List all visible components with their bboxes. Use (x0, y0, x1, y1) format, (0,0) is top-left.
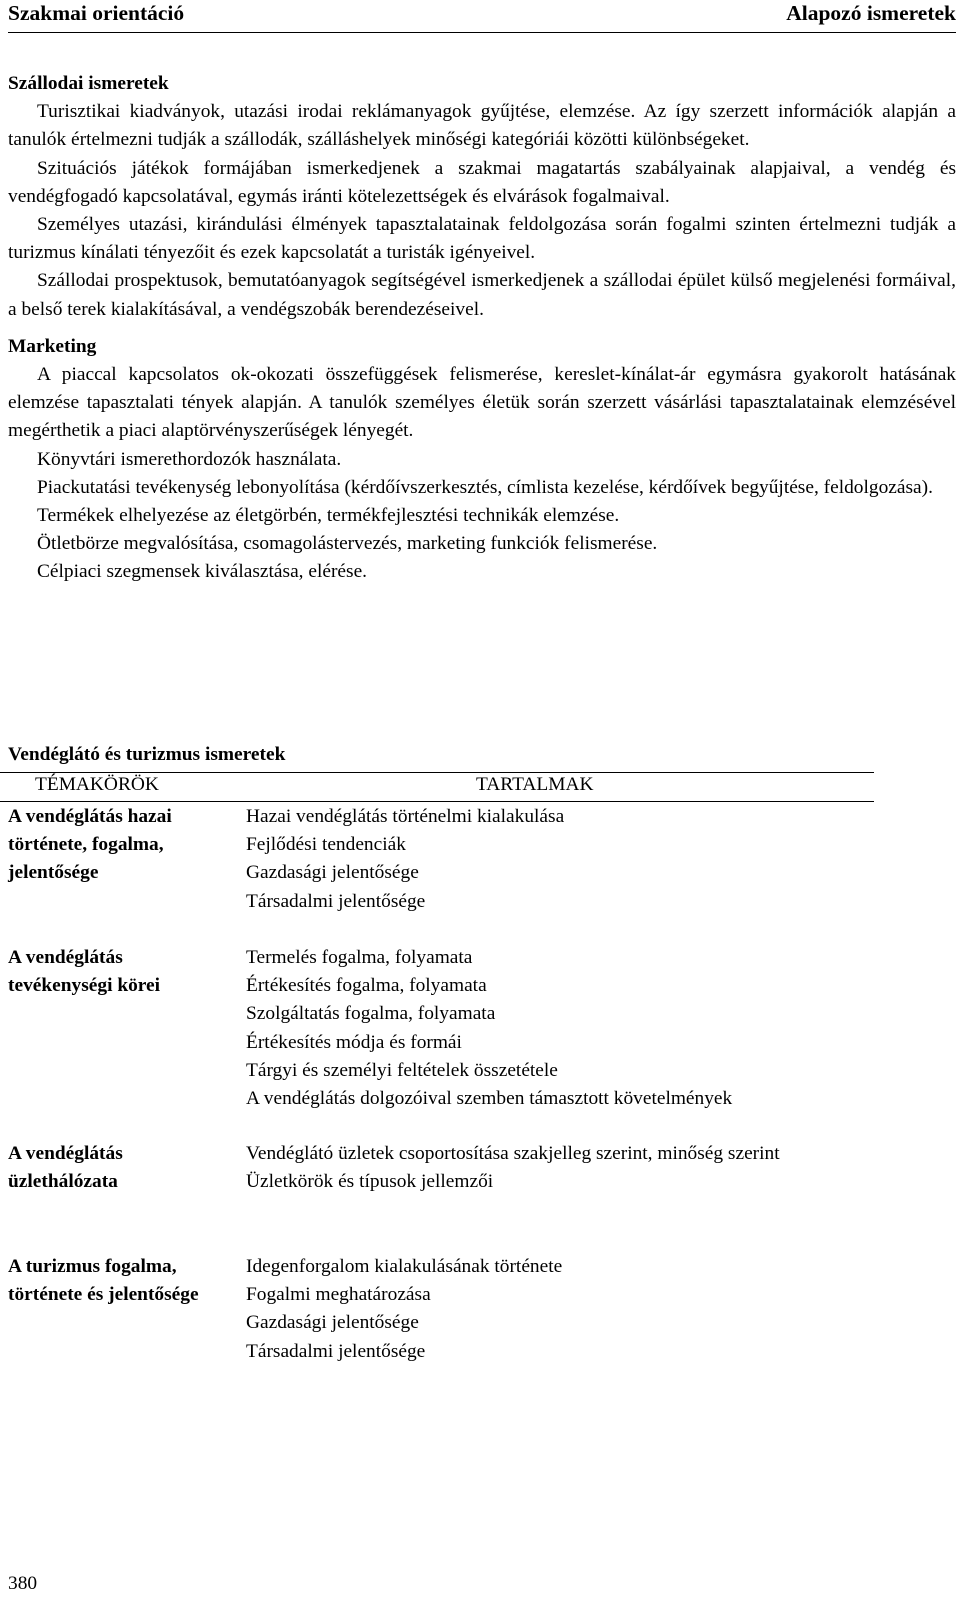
content-line: Értékesítés fogalma, folyamata (246, 975, 487, 997)
paragraph: Személyes utazási, kirándulási élmények tapasztalatainak feldolgozása során fogalmi szinten értelmezni tudják a turizmus kínálati tényezőit és ezek kapcsolatát a turisták igényeivel. (8, 214, 956, 264)
running-header (8, 0, 956, 33)
topic-cell: A turizmus fogalma, története és jelentősége (8, 1256, 199, 1306)
contents-cell (246, 803, 872, 916)
content-line: Tárgyi és személyi feltételek összetétele (246, 1059, 558, 1081)
table-rule-top (0, 772, 874, 773)
content-line: Társadalmi jelentősége (246, 1340, 426, 1362)
content-line: Gazdasági jelentősége (246, 1312, 419, 1334)
content-line: Fogalmi meghatározása (246, 1284, 431, 1306)
paragraph: Könyvtári ismerethordozók használata. (37, 448, 342, 470)
content-line: Termelés fogalma, folyamata (246, 947, 473, 968)
section-title-szallodai: Szállodai ismeretek (8, 73, 169, 94)
paragraph: Turisztikai kiadványok, utazási irodai reklámanyagok gyűjtése, elemzése. Az így szerzett információk alapján a tanulók értelmezni tudják a szállodák, szálláshelyek minőségi kategóriái közötti különbségeket. (8, 101, 956, 151)
main-text (8, 70, 956, 587)
topic-cell: A vendéglátás üzlethálózata (8, 1143, 123, 1193)
content-line: A vendéglátás dolgozóival szemben támasztott követelmények (246, 1088, 733, 1110)
topic-cell: A vendéglátás tevékenységi körei (8, 947, 161, 997)
paragraph: Célpiaci szegmensek kiválasztása, elérése. (37, 561, 368, 583)
page-number: 380 (8, 1573, 38, 1594)
content-line: Vendéglátó üzletek csoportosítása szakjelleg szerint, minőség szerint (246, 1143, 780, 1164)
column-header-topics: TÉMAKÖRÖK (35, 774, 159, 795)
section-title-vendeglato: Vendéglátó és turizmus ismeretek (8, 744, 286, 765)
paragraph: Ötletbörze megvalósítása, csomagolástervezés, marketing funkciók felismerése. (37, 533, 658, 555)
content-line: Üzletkörök és típusok jellemzői (246, 1171, 494, 1193)
paragraph: A piaccal kapcsolatos ok-okozati összefüggések felismerése, kereslet-kínálat-ár egymásra gyakorolt hatásának elemzése tapasztalati tények alapján. A tanulók személyes életük során szerzett vásárlási tapasztalatainak elemzésével megérthetik a piaci alaptörvényszerűségek lényegét. (8, 364, 956, 442)
content-line: Hazai vendéglátás történelmi kialakulása (246, 806, 565, 827)
paragraph: Termékek elhelyezése az életgörbén, termékfejlesztési technikák elemzése. (37, 505, 620, 527)
topic-cell: A vendéglátás hazai története, fogalma, jelentősége (8, 806, 172, 884)
contents-cell (246, 1140, 872, 1196)
content-line: Gazdasági jelentősége (246, 862, 419, 884)
content-line: Szolgáltatás fogalma, folyamata (246, 1003, 496, 1025)
section-title-marketing: Marketing (8, 335, 97, 357)
contents-cell (246, 1253, 872, 1366)
column-header-contents: TARTALMAK (476, 774, 594, 795)
paragraph: Piackutatási tevékenység lebonyolítása (kérdőívszerkesztés, címlista kezelése, kérdőívek begyűjtése, feldolgozása). (37, 476, 933, 498)
contents-cell (246, 944, 872, 1113)
header-left-title: Szakmai orientáció (8, 1, 185, 25)
paragraph: Szállodai prospektusok, bemutatóanyagok segítségével ismerkedjenek a szállodai épület külső megjelenési formáival, a belső terek kialakításával, a vendégszobák berendezéseivel. (8, 270, 956, 320)
table-rule-bottom (0, 801, 874, 802)
content-line: Értékesítés módja és formái (246, 1031, 462, 1053)
content-line: Idegenforgalom kialakulásának története (246, 1256, 563, 1277)
header-right-title: Alapozó ismeretek (786, 1, 956, 25)
content-line: Fejlődési tendenciák (246, 834, 406, 856)
content-line: Társadalmi jelentősége (246, 890, 426, 912)
paragraph: Szituációs játékok formájában ismerkedjenek a szakmai magatartás szabályainak alapjaival, a vendég és vendégfogadó kapcsolatával, egymás iránti kötelezettségek és elvárások fogalmaival. (8, 157, 956, 207)
